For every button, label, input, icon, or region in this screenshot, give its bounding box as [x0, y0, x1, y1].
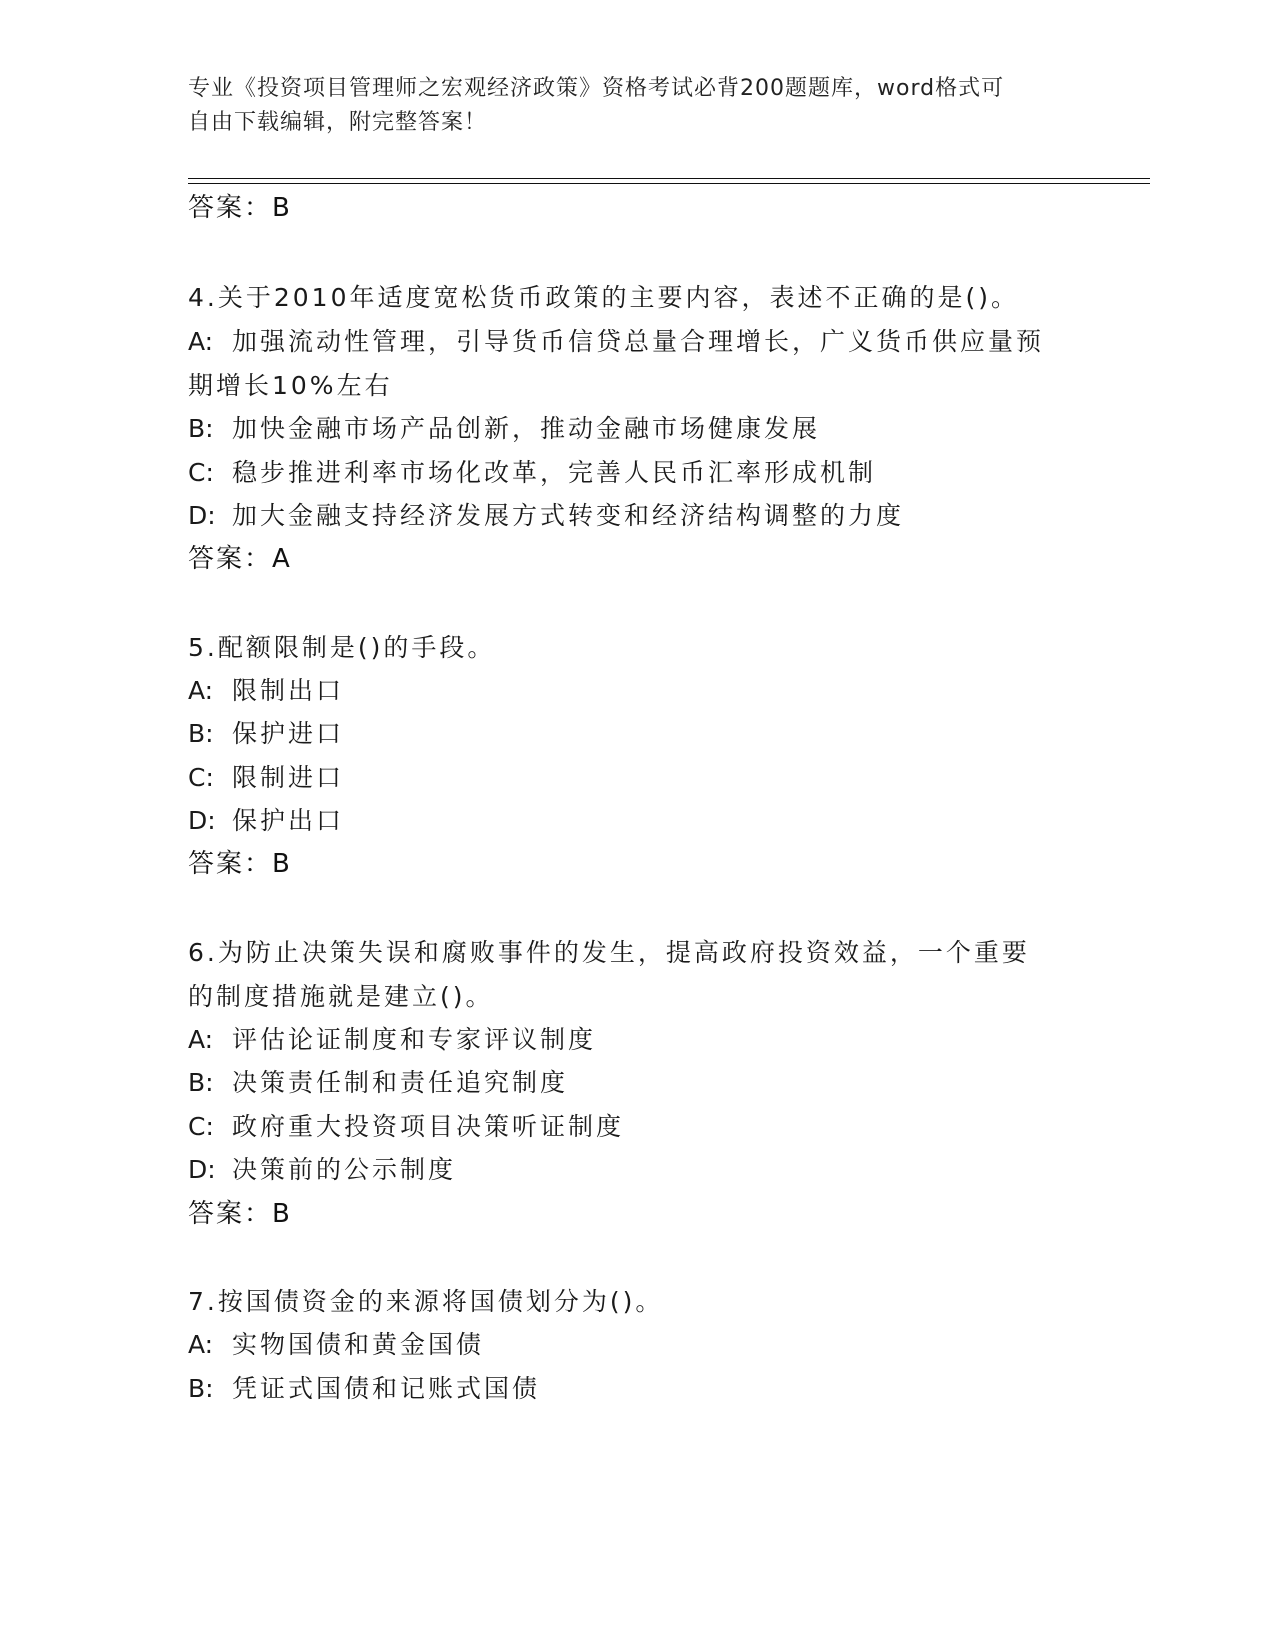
option-letter: A: [188, 327, 214, 356]
question-number: 5. [188, 633, 218, 662]
option-letter: A: [188, 1025, 214, 1054]
option-letter: D: [188, 501, 216, 530]
question-6-option-a [188, 1022, 1088, 1058]
question-5-option-d [188, 803, 1088, 839]
header-line-1: 专业《投资项目管理师之宏观经济政策》资格考试必背200题题库，word格式可 [188, 76, 1005, 101]
question-4-option-a [188, 324, 1088, 360]
option-letter: C: [188, 1112, 214, 1141]
header-rule-bottom [188, 183, 1150, 184]
question-7-option-b [188, 1371, 1088, 1407]
question-6-answer: 答案：B [188, 1199, 292, 1229]
option-text: 保护进口 [232, 719, 345, 748]
question-4-option-d [188, 498, 1088, 534]
question-5-answer: 答案：B [188, 849, 292, 879]
header-line-2: 自由下载编辑，附完整答案！ [188, 110, 488, 135]
question-5-option-c [188, 760, 1088, 796]
option-letter: D: [188, 1155, 216, 1184]
header-rule-top [188, 178, 1150, 179]
option-text: 稳步推进利率市场化改革，完善人民币汇率形成机制 [232, 458, 877, 487]
previous-answer: 答案：B [188, 193, 292, 223]
option-letter: B: [188, 1068, 214, 1097]
option-letter: C: [188, 763, 214, 792]
option-text: 限制进口 [232, 763, 345, 792]
question-6-option-d [188, 1152, 1088, 1188]
question-text: 关于2010年适度宽松货币政策的主要内容，表述不正确的是()。 [217, 283, 1019, 312]
option-text: 限制出口 [232, 676, 345, 705]
option-text: 加强流动性管理，引导货币信贷总量合理增长，广义货币供应量预 [232, 327, 1045, 356]
question-4-option-c [188, 455, 1088, 491]
option-letter: D: [188, 806, 216, 835]
option-text: 评估论证制度和专家评议制度 [232, 1025, 597, 1054]
question-number: 6. [188, 938, 218, 967]
option-letter: A: [188, 676, 214, 705]
option-letter: C: [188, 458, 214, 487]
option-text: 决策前的公示制度 [232, 1155, 457, 1184]
option-text: 加大金融支持经济发展方式转变和经济结构调整的力度 [232, 501, 905, 530]
question-text: 为防止决策失误和腐败事件的发生，提高政府投资效益，一个重要 [217, 938, 1030, 967]
question-4-stem [188, 280, 1088, 316]
option-text: 实物国债和黄金国债 [232, 1330, 485, 1359]
option-letter: B: [188, 719, 214, 748]
option-letter: B: [188, 414, 214, 443]
question-4-option-a-continued: 期增长10%左右 [188, 371, 393, 400]
option-text: 保护出口 [232, 806, 345, 835]
question-6-option-b [188, 1065, 1088, 1101]
option-text: 决策责任制和责任追究制度 [232, 1068, 569, 1097]
question-7-option-a [188, 1327, 1088, 1363]
option-letter: B: [188, 1374, 214, 1403]
question-6-stem-continued: 的制度措施就是建立()。 [188, 982, 494, 1011]
question-text: 配额限制是()的手段。 [217, 633, 496, 662]
question-6-option-c [188, 1109, 1088, 1145]
question-number: 4. [188, 283, 218, 312]
question-text: 按国债资金的来源将国债划分为()。 [217, 1287, 664, 1316]
option-text: 凭证式国债和记账式国债 [232, 1374, 541, 1403]
option-letter: A: [188, 1330, 214, 1359]
document-header [188, 72, 1068, 140]
question-6-stem [188, 935, 1088, 971]
question-5-option-b [188, 716, 1088, 752]
option-text: 加快金融市场产品创新，推动金融市场健康发展 [232, 414, 821, 443]
question-4-answer: 答案：A [188, 544, 292, 574]
question-4-option-b [188, 411, 1088, 447]
question-5-option-a [188, 673, 1088, 709]
question-7-stem [188, 1284, 1088, 1320]
question-5-stem [188, 630, 1088, 666]
option-text: 政府重大投资项目决策听证制度 [232, 1112, 625, 1141]
question-number: 7. [188, 1287, 218, 1316]
